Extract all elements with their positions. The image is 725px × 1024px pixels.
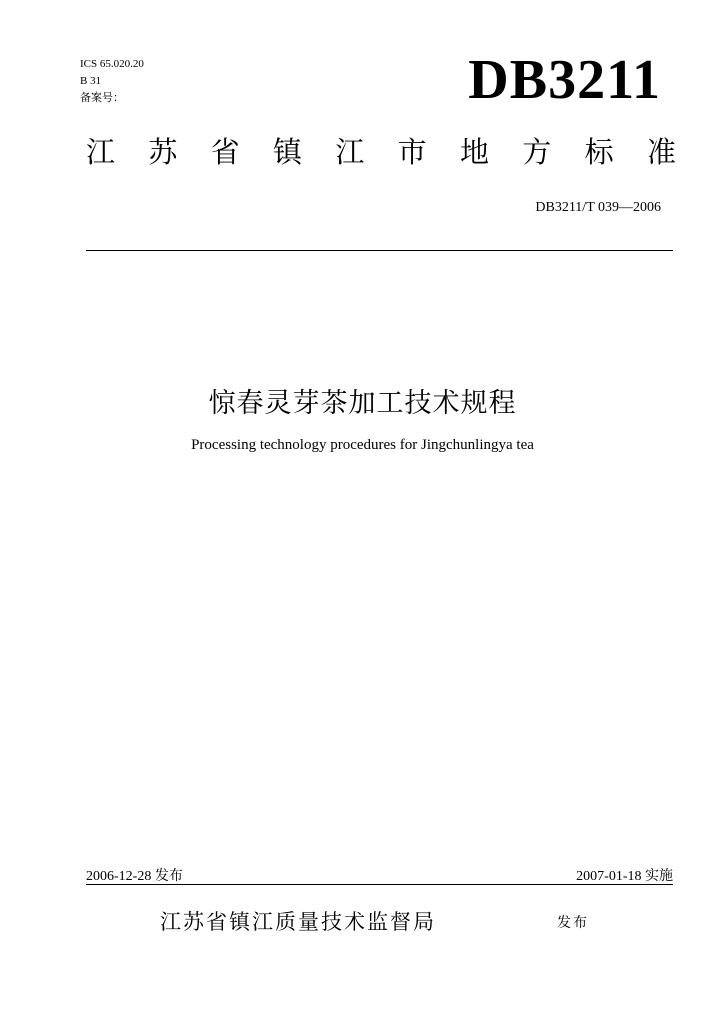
ccs-code: B 31 [80, 75, 102, 87]
ics-code: ICS 65.020.20 [80, 58, 144, 70]
implementation-label: 实施 [645, 868, 673, 884]
standard-type-char: 省 [210, 135, 240, 169]
standard-type-char: 地 [459, 135, 489, 169]
standard-type-heading [86, 134, 676, 170]
standard-type-char: 苏 [148, 135, 178, 169]
standard-type-char: 方 [522, 135, 552, 169]
publish-label: 发布 [557, 915, 589, 931]
issue-date: 2006-12-28 [86, 869, 152, 884]
implementation-date: 2007-01-18 [576, 869, 642, 884]
issue-date-line [86, 865, 183, 885]
document-title-en: Processing technology procedures for Jingchunlingya tea [191, 437, 534, 453]
standard-type-char: 市 [397, 135, 427, 169]
implementation-date-line [576, 865, 673, 885]
header-divider [86, 250, 673, 251]
standard-number: DB3211/T 039—2006 [535, 200, 661, 215]
record-number-label: 备案号： [80, 91, 124, 104]
footer-divider [86, 884, 673, 885]
standard-type-char: 标 [584, 135, 614, 169]
document-title-cn: 惊春灵芽茶加工技术规程 [208, 388, 517, 419]
issue-label: 发布 [154, 868, 183, 884]
publisher-name: 江苏省镇江质量技术监督局 [160, 910, 436, 934]
standard-type-char: 准 [646, 135, 676, 169]
standard-type-char: 江 [86, 135, 116, 169]
standard-type-char: 江 [335, 135, 365, 169]
standard-type-char: 镇 [272, 135, 302, 169]
standard-code-logo: DB3211 [468, 49, 661, 111]
